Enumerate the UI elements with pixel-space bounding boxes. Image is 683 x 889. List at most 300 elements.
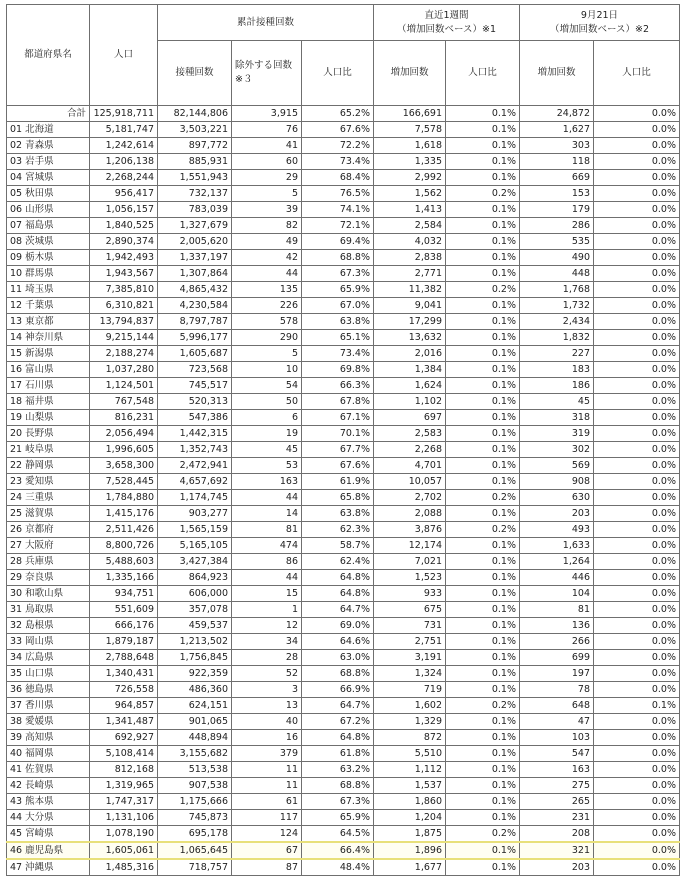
cell-excluded: 117 (232, 810, 302, 826)
cell-prefecture-name: 17 石川県 (7, 378, 90, 394)
cell-population: 956,417 (90, 186, 158, 202)
cell-day-ratio: 0.0% (594, 810, 680, 826)
cell-week-ratio: 0.1% (446, 170, 520, 186)
cell-week-ratio: 0.1% (446, 154, 520, 170)
header-cumulative: 累計接種回数 (158, 5, 374, 41)
cell-day-ratio: 0.1% (594, 698, 680, 714)
cell-population: 1,996,605 (90, 442, 158, 458)
cell-ratio: 65.9% (302, 810, 374, 826)
cell-doses: 2,472,941 (158, 458, 232, 474)
table-row (7, 378, 680, 394)
cell-population: 8,800,726 (90, 538, 158, 554)
cell-doses: 1,565,159 (158, 522, 232, 538)
table-row (7, 570, 680, 586)
cell-week-ratio: 0.1% (446, 442, 520, 458)
cell-week-increase: 17,299 (374, 314, 446, 330)
cell-day-increase: 1,732 (520, 298, 594, 314)
cell-week-ratio: 0.2% (446, 522, 520, 538)
cell-doses: 783,039 (158, 202, 232, 218)
cell-prefecture-name: 15 新潟県 (7, 346, 90, 362)
cell-week-increase: 5,510 (374, 746, 446, 762)
cell-prefecture-name: 04 宮城県 (7, 170, 90, 186)
cell-week-ratio: 0.1% (446, 378, 520, 394)
cell-week-ratio: 0.2% (446, 826, 520, 843)
cell-population: 692,927 (90, 730, 158, 746)
cell-population: 1,319,965 (90, 778, 158, 794)
cell-week-ratio: 0.1% (446, 634, 520, 650)
cell-population: 5,181,747 (90, 122, 158, 138)
cell-doses: 1,213,502 (158, 634, 232, 650)
cell-doses: 1,337,197 (158, 250, 232, 266)
cell-population: 1,747,317 (90, 794, 158, 810)
cell-ratio: 68.8% (302, 250, 374, 266)
table-row (7, 538, 680, 554)
cell-day-increase: 1,633 (520, 538, 594, 554)
cell-week-increase: 1,335 (374, 154, 446, 170)
total-week-increase: 166,691 (374, 106, 446, 122)
cell-week-increase: 7,021 (374, 554, 446, 570)
cell-day-ratio: 0.0% (594, 234, 680, 250)
cell-day-ratio: 0.0% (594, 506, 680, 522)
header-excluded-line2: ※３ (235, 74, 253, 85)
cell-excluded: 49 (232, 234, 302, 250)
cell-week-increase: 1,875 (374, 826, 446, 843)
cell-day-increase: 493 (520, 522, 594, 538)
table-row (7, 794, 680, 810)
cell-population: 1,415,176 (90, 506, 158, 522)
cell-doses: 4,657,692 (158, 474, 232, 490)
table-row (7, 154, 680, 170)
cell-doses: 520,313 (158, 394, 232, 410)
cell-ratio: 63.2% (302, 762, 374, 778)
cell-doses: 1,352,743 (158, 442, 232, 458)
cell-prefecture-name: 23 愛知県 (7, 474, 90, 490)
table-row (7, 666, 680, 682)
cell-prefecture-name: 13 東京都 (7, 314, 90, 330)
table-row (7, 346, 680, 362)
cell-prefecture-name: 47 沖縄県 (7, 859, 90, 876)
cell-population: 1,840,525 (90, 218, 158, 234)
cell-day-increase: 203 (520, 859, 594, 876)
header-date-line2: （増加回数ベース）※2 (549, 23, 650, 35)
total-ratio: 65.2% (302, 106, 374, 122)
cell-week-increase: 4,701 (374, 458, 446, 474)
cell-prefecture-name: 01 北海道 (7, 122, 90, 138)
cell-day-increase: 231 (520, 810, 594, 826)
cell-doses: 718,757 (158, 859, 232, 876)
table-row (7, 826, 680, 843)
cell-excluded: 578 (232, 314, 302, 330)
cell-population: 1,605,061 (90, 842, 158, 859)
cell-week-increase: 1,384 (374, 362, 446, 378)
cell-week-ratio: 0.1% (446, 538, 520, 554)
cell-day-ratio: 0.0% (594, 458, 680, 474)
cell-prefecture-name: 05 秋田県 (7, 186, 90, 202)
header-doses: 接種回数 (158, 41, 232, 106)
cell-doses: 897,772 (158, 138, 232, 154)
cell-week-ratio: 0.1% (446, 602, 520, 618)
total-row (7, 106, 680, 122)
cell-week-increase: 12,174 (374, 538, 446, 554)
table-row (7, 522, 680, 538)
cell-day-ratio: 0.0% (594, 826, 680, 843)
header-week-ratio: 人口比 (446, 41, 520, 106)
cell-week-increase: 2,992 (374, 170, 446, 186)
table-row (7, 362, 680, 378)
table-row (7, 746, 680, 762)
cell-ratio: 48.4% (302, 859, 374, 876)
cell-prefecture-name: 31 鳥取県 (7, 602, 90, 618)
cell-population: 6,310,821 (90, 298, 158, 314)
cell-ratio: 76.5% (302, 186, 374, 202)
cell-prefecture-name: 39 高知県 (7, 730, 90, 746)
cell-excluded: 52 (232, 666, 302, 682)
cell-day-ratio: 0.0% (594, 186, 680, 202)
cell-prefecture-name: 16 富山県 (7, 362, 90, 378)
cell-prefecture-name: 11 埼玉県 (7, 282, 90, 298)
cell-excluded: 40 (232, 714, 302, 730)
cell-ratio: 68.4% (302, 170, 374, 186)
header-day-increase: 増加回数 (520, 41, 594, 106)
cell-day-ratio: 0.0% (594, 554, 680, 570)
cell-week-ratio: 0.1% (446, 250, 520, 266)
cell-doses: 486,360 (158, 682, 232, 698)
cell-day-increase: 630 (520, 490, 594, 506)
cell-week-ratio: 0.1% (446, 458, 520, 474)
cell-ratio: 63.8% (302, 506, 374, 522)
cell-population: 1,943,567 (90, 266, 158, 282)
cell-day-ratio: 0.0% (594, 442, 680, 458)
cell-day-increase: 78 (520, 682, 594, 698)
cell-week-ratio: 0.1% (446, 730, 520, 746)
cell-week-increase: 1,618 (374, 138, 446, 154)
cell-ratio: 69.4% (302, 234, 374, 250)
table-row (7, 122, 680, 138)
cell-prefecture-name: 42 長崎県 (7, 778, 90, 794)
cell-prefecture-name: 33 岡山県 (7, 634, 90, 650)
cell-day-ratio: 0.0% (594, 394, 680, 410)
cell-week-increase: 731 (374, 618, 446, 634)
table-row (7, 170, 680, 186)
cell-population: 1,942,493 (90, 250, 158, 266)
cell-day-increase: 569 (520, 458, 594, 474)
cell-day-ratio: 0.0% (594, 410, 680, 426)
cell-prefecture-name: 07 福島県 (7, 218, 90, 234)
cell-day-increase: 318 (520, 410, 594, 426)
cell-population: 666,176 (90, 618, 158, 634)
cell-week-ratio: 0.1% (446, 314, 520, 330)
cell-day-ratio: 0.0% (594, 522, 680, 538)
header-excluded (232, 41, 302, 106)
cell-ratio: 64.6% (302, 634, 374, 650)
cell-ratio: 62.4% (302, 554, 374, 570)
cell-doses: 513,538 (158, 762, 232, 778)
cell-population: 1,124,501 (90, 378, 158, 394)
cell-day-ratio: 0.0% (594, 202, 680, 218)
cell-day-ratio: 0.0% (594, 634, 680, 650)
cell-day-ratio: 0.0% (594, 474, 680, 490)
cell-day-increase: 302 (520, 442, 594, 458)
cell-ratio: 73.4% (302, 346, 374, 362)
cell-week-increase: 9,041 (374, 298, 446, 314)
table-row (7, 490, 680, 506)
cell-ratio: 61.8% (302, 746, 374, 762)
cell-week-increase: 1,324 (374, 666, 446, 682)
cell-week-increase: 11,382 (374, 282, 446, 298)
cell-day-ratio: 0.0% (594, 122, 680, 138)
cell-doses: 732,137 (158, 186, 232, 202)
cell-prefecture-name: 41 佐賀県 (7, 762, 90, 778)
table-row (7, 394, 680, 410)
cell-day-increase: 183 (520, 362, 594, 378)
cell-week-ratio: 0.1% (446, 810, 520, 826)
cell-day-increase: 45 (520, 394, 594, 410)
header-excluded-line1: 除外する回数 (235, 60, 293, 71)
table-row (7, 698, 680, 714)
cell-day-ratio: 0.0% (594, 730, 680, 746)
cell-excluded: 19 (232, 426, 302, 442)
cell-doses: 1,551,943 (158, 170, 232, 186)
cell-day-ratio: 0.0% (594, 250, 680, 266)
cell-day-ratio: 0.0% (594, 762, 680, 778)
cell-day-increase: 275 (520, 778, 594, 794)
cell-ratio: 58.7% (302, 538, 374, 554)
cell-doses: 3,155,682 (158, 746, 232, 762)
cell-week-increase: 1,602 (374, 698, 446, 714)
cell-week-increase: 3,876 (374, 522, 446, 538)
total-doses: 82,144,806 (158, 106, 232, 122)
cell-prefecture-name: 44 大分県 (7, 810, 90, 826)
cell-prefecture-name: 24 三重県 (7, 490, 90, 506)
cell-week-ratio: 0.1% (446, 394, 520, 410)
cell-doses: 901,065 (158, 714, 232, 730)
table-row (7, 714, 680, 730)
cell-prefecture-name: 20 長野県 (7, 426, 90, 442)
table-row (7, 474, 680, 490)
cell-day-ratio: 0.0% (594, 666, 680, 682)
cell-doses: 1,175,666 (158, 794, 232, 810)
cell-ratio: 67.6% (302, 122, 374, 138)
cell-prefecture-name: 09 栃木県 (7, 250, 90, 266)
cell-day-increase: 103 (520, 730, 594, 746)
cell-day-ratio: 0.0% (594, 746, 680, 762)
cell-population: 1,485,316 (90, 859, 158, 876)
cell-week-increase: 10,057 (374, 474, 446, 490)
cell-excluded: 15 (232, 586, 302, 602)
cell-week-increase: 2,751 (374, 634, 446, 650)
cell-day-increase: 136 (520, 618, 594, 634)
cell-doses: 606,000 (158, 586, 232, 602)
cell-day-increase: 490 (520, 250, 594, 266)
cell-week-increase: 933 (374, 586, 446, 602)
table-row (7, 186, 680, 202)
cell-day-ratio: 0.0% (594, 170, 680, 186)
cell-population: 2,188,274 (90, 346, 158, 362)
cell-day-increase: 179 (520, 202, 594, 218)
cell-day-increase: 118 (520, 154, 594, 170)
cell-week-increase: 4,032 (374, 234, 446, 250)
header-recent-week (374, 5, 520, 41)
header-recent-week-line2: （増加回数ベース）※1 (396, 23, 497, 35)
header-prefecture: 都道府県名 (7, 5, 90, 106)
table-row (7, 426, 680, 442)
cell-population: 964,857 (90, 698, 158, 714)
cell-day-ratio: 0.0% (594, 490, 680, 506)
cell-day-increase: 319 (520, 426, 594, 442)
cell-day-ratio: 0.0% (594, 650, 680, 666)
cell-day-increase: 1,832 (520, 330, 594, 346)
cell-week-ratio: 0.1% (446, 778, 520, 794)
cell-week-increase: 719 (374, 682, 446, 698)
cell-doses: 357,078 (158, 602, 232, 618)
cell-doses: 459,537 (158, 618, 232, 634)
cell-doses: 448,894 (158, 730, 232, 746)
cell-excluded: 12 (232, 618, 302, 634)
cell-doses: 5,165,105 (158, 538, 232, 554)
cell-day-increase: 648 (520, 698, 594, 714)
cell-ratio: 67.0% (302, 298, 374, 314)
cell-excluded: 53 (232, 458, 302, 474)
table-row (7, 842, 680, 859)
header-date-line1: 9月21日 (580, 9, 619, 21)
cell-week-ratio: 0.1% (446, 202, 520, 218)
cell-ratio: 73.4% (302, 154, 374, 170)
cell-week-ratio: 0.1% (446, 266, 520, 282)
total-label: 合計 (7, 106, 90, 122)
cell-prefecture-name: 03 岩手県 (7, 154, 90, 170)
cell-excluded: 39 (232, 202, 302, 218)
cell-excluded: 44 (232, 490, 302, 506)
cell-prefecture-name: 40 福岡県 (7, 746, 90, 762)
cell-week-increase: 675 (374, 602, 446, 618)
cell-day-increase: 908 (520, 474, 594, 490)
cell-doses: 903,277 (158, 506, 232, 522)
cell-week-increase: 1,860 (374, 794, 446, 810)
cell-doses: 2,005,620 (158, 234, 232, 250)
cell-ratio: 61.9% (302, 474, 374, 490)
cell-week-ratio: 0.1% (446, 218, 520, 234)
cell-day-ratio: 0.0% (594, 682, 680, 698)
table-row (7, 410, 680, 426)
cell-prefecture-name: 25 滋賀県 (7, 506, 90, 522)
cell-ratio: 67.7% (302, 442, 374, 458)
cell-week-ratio: 0.1% (446, 554, 520, 570)
vaccination-table (6, 4, 680, 876)
cell-population: 2,511,426 (90, 522, 158, 538)
table-row (7, 506, 680, 522)
cell-excluded: 28 (232, 650, 302, 666)
cell-excluded: 11 (232, 778, 302, 794)
cell-population: 812,168 (90, 762, 158, 778)
cell-population: 767,548 (90, 394, 158, 410)
cell-doses: 1,307,864 (158, 266, 232, 282)
cell-day-increase: 1,264 (520, 554, 594, 570)
cell-prefecture-name: 43 熊本県 (7, 794, 90, 810)
cell-week-ratio: 0.1% (446, 682, 520, 698)
cell-week-increase: 1,413 (374, 202, 446, 218)
cell-population: 1,784,880 (90, 490, 158, 506)
total-population: 125,918,711 (90, 106, 158, 122)
cell-week-ratio: 0.1% (446, 362, 520, 378)
cell-excluded: 67 (232, 842, 302, 859)
cell-population: 3,658,300 (90, 458, 158, 474)
cell-excluded: 41 (232, 138, 302, 154)
cell-population: 1,131,106 (90, 810, 158, 826)
total-week-ratio: 0.1% (446, 106, 520, 122)
cell-population: 2,890,374 (90, 234, 158, 250)
cell-day-ratio: 0.0% (594, 778, 680, 794)
table-row (7, 778, 680, 794)
cell-excluded: 5 (232, 186, 302, 202)
cell-doses: 4,230,584 (158, 298, 232, 314)
cell-ratio: 63.8% (302, 314, 374, 330)
cell-ratio: 62.3% (302, 522, 374, 538)
cell-week-ratio: 0.2% (446, 186, 520, 202)
cell-ratio: 69.0% (302, 618, 374, 634)
cell-excluded: 14 (232, 506, 302, 522)
header-population: 人口 (90, 5, 158, 106)
cell-day-ratio: 0.0% (594, 298, 680, 314)
cell-ratio: 68.8% (302, 778, 374, 794)
cell-excluded: 13 (232, 698, 302, 714)
cell-week-ratio: 0.1% (446, 506, 520, 522)
cell-prefecture-name: 22 静岡県 (7, 458, 90, 474)
cell-excluded: 474 (232, 538, 302, 554)
table-row (7, 682, 680, 698)
cell-excluded: 29 (232, 170, 302, 186)
cell-day-ratio: 0.0% (594, 570, 680, 586)
table-row (7, 859, 680, 876)
cell-day-increase: 2,434 (520, 314, 594, 330)
cell-population: 9,215,144 (90, 330, 158, 346)
cell-day-ratio: 0.0% (594, 602, 680, 618)
header-date (520, 5, 680, 41)
cell-doses: 885,931 (158, 154, 232, 170)
cell-excluded: 42 (232, 250, 302, 266)
cell-population: 2,788,648 (90, 650, 158, 666)
cell-excluded: 124 (232, 826, 302, 843)
cell-day-ratio: 0.0% (594, 842, 680, 859)
cell-population: 1,340,431 (90, 666, 158, 682)
table-row (7, 282, 680, 298)
table-row (7, 458, 680, 474)
cell-day-ratio: 0.0% (594, 714, 680, 730)
cell-day-ratio: 0.0% (594, 859, 680, 876)
cell-day-increase: 186 (520, 378, 594, 394)
table-row (7, 314, 680, 330)
cell-doses: 922,359 (158, 666, 232, 682)
cell-excluded: 44 (232, 570, 302, 586)
cell-ratio: 67.3% (302, 794, 374, 810)
cell-week-ratio: 0.1% (446, 714, 520, 730)
cell-day-increase: 303 (520, 138, 594, 154)
total-day-ratio: 0.0% (594, 106, 680, 122)
cell-day-increase: 448 (520, 266, 594, 282)
cell-prefecture-name: 06 山形県 (7, 202, 90, 218)
cell-population: 1,879,187 (90, 634, 158, 650)
cell-week-ratio: 0.2% (446, 490, 520, 506)
cell-day-ratio: 0.0% (594, 426, 680, 442)
cell-prefecture-name: 28 兵庫県 (7, 554, 90, 570)
cell-excluded: 87 (232, 859, 302, 876)
cell-population: 5,488,603 (90, 554, 158, 570)
cell-doses: 3,503,221 (158, 122, 232, 138)
cell-week-ratio: 0.1% (446, 746, 520, 762)
cell-week-ratio: 0.1% (446, 794, 520, 810)
table-row (7, 618, 680, 634)
cell-excluded: 135 (232, 282, 302, 298)
cell-day-ratio: 0.0% (594, 538, 680, 554)
